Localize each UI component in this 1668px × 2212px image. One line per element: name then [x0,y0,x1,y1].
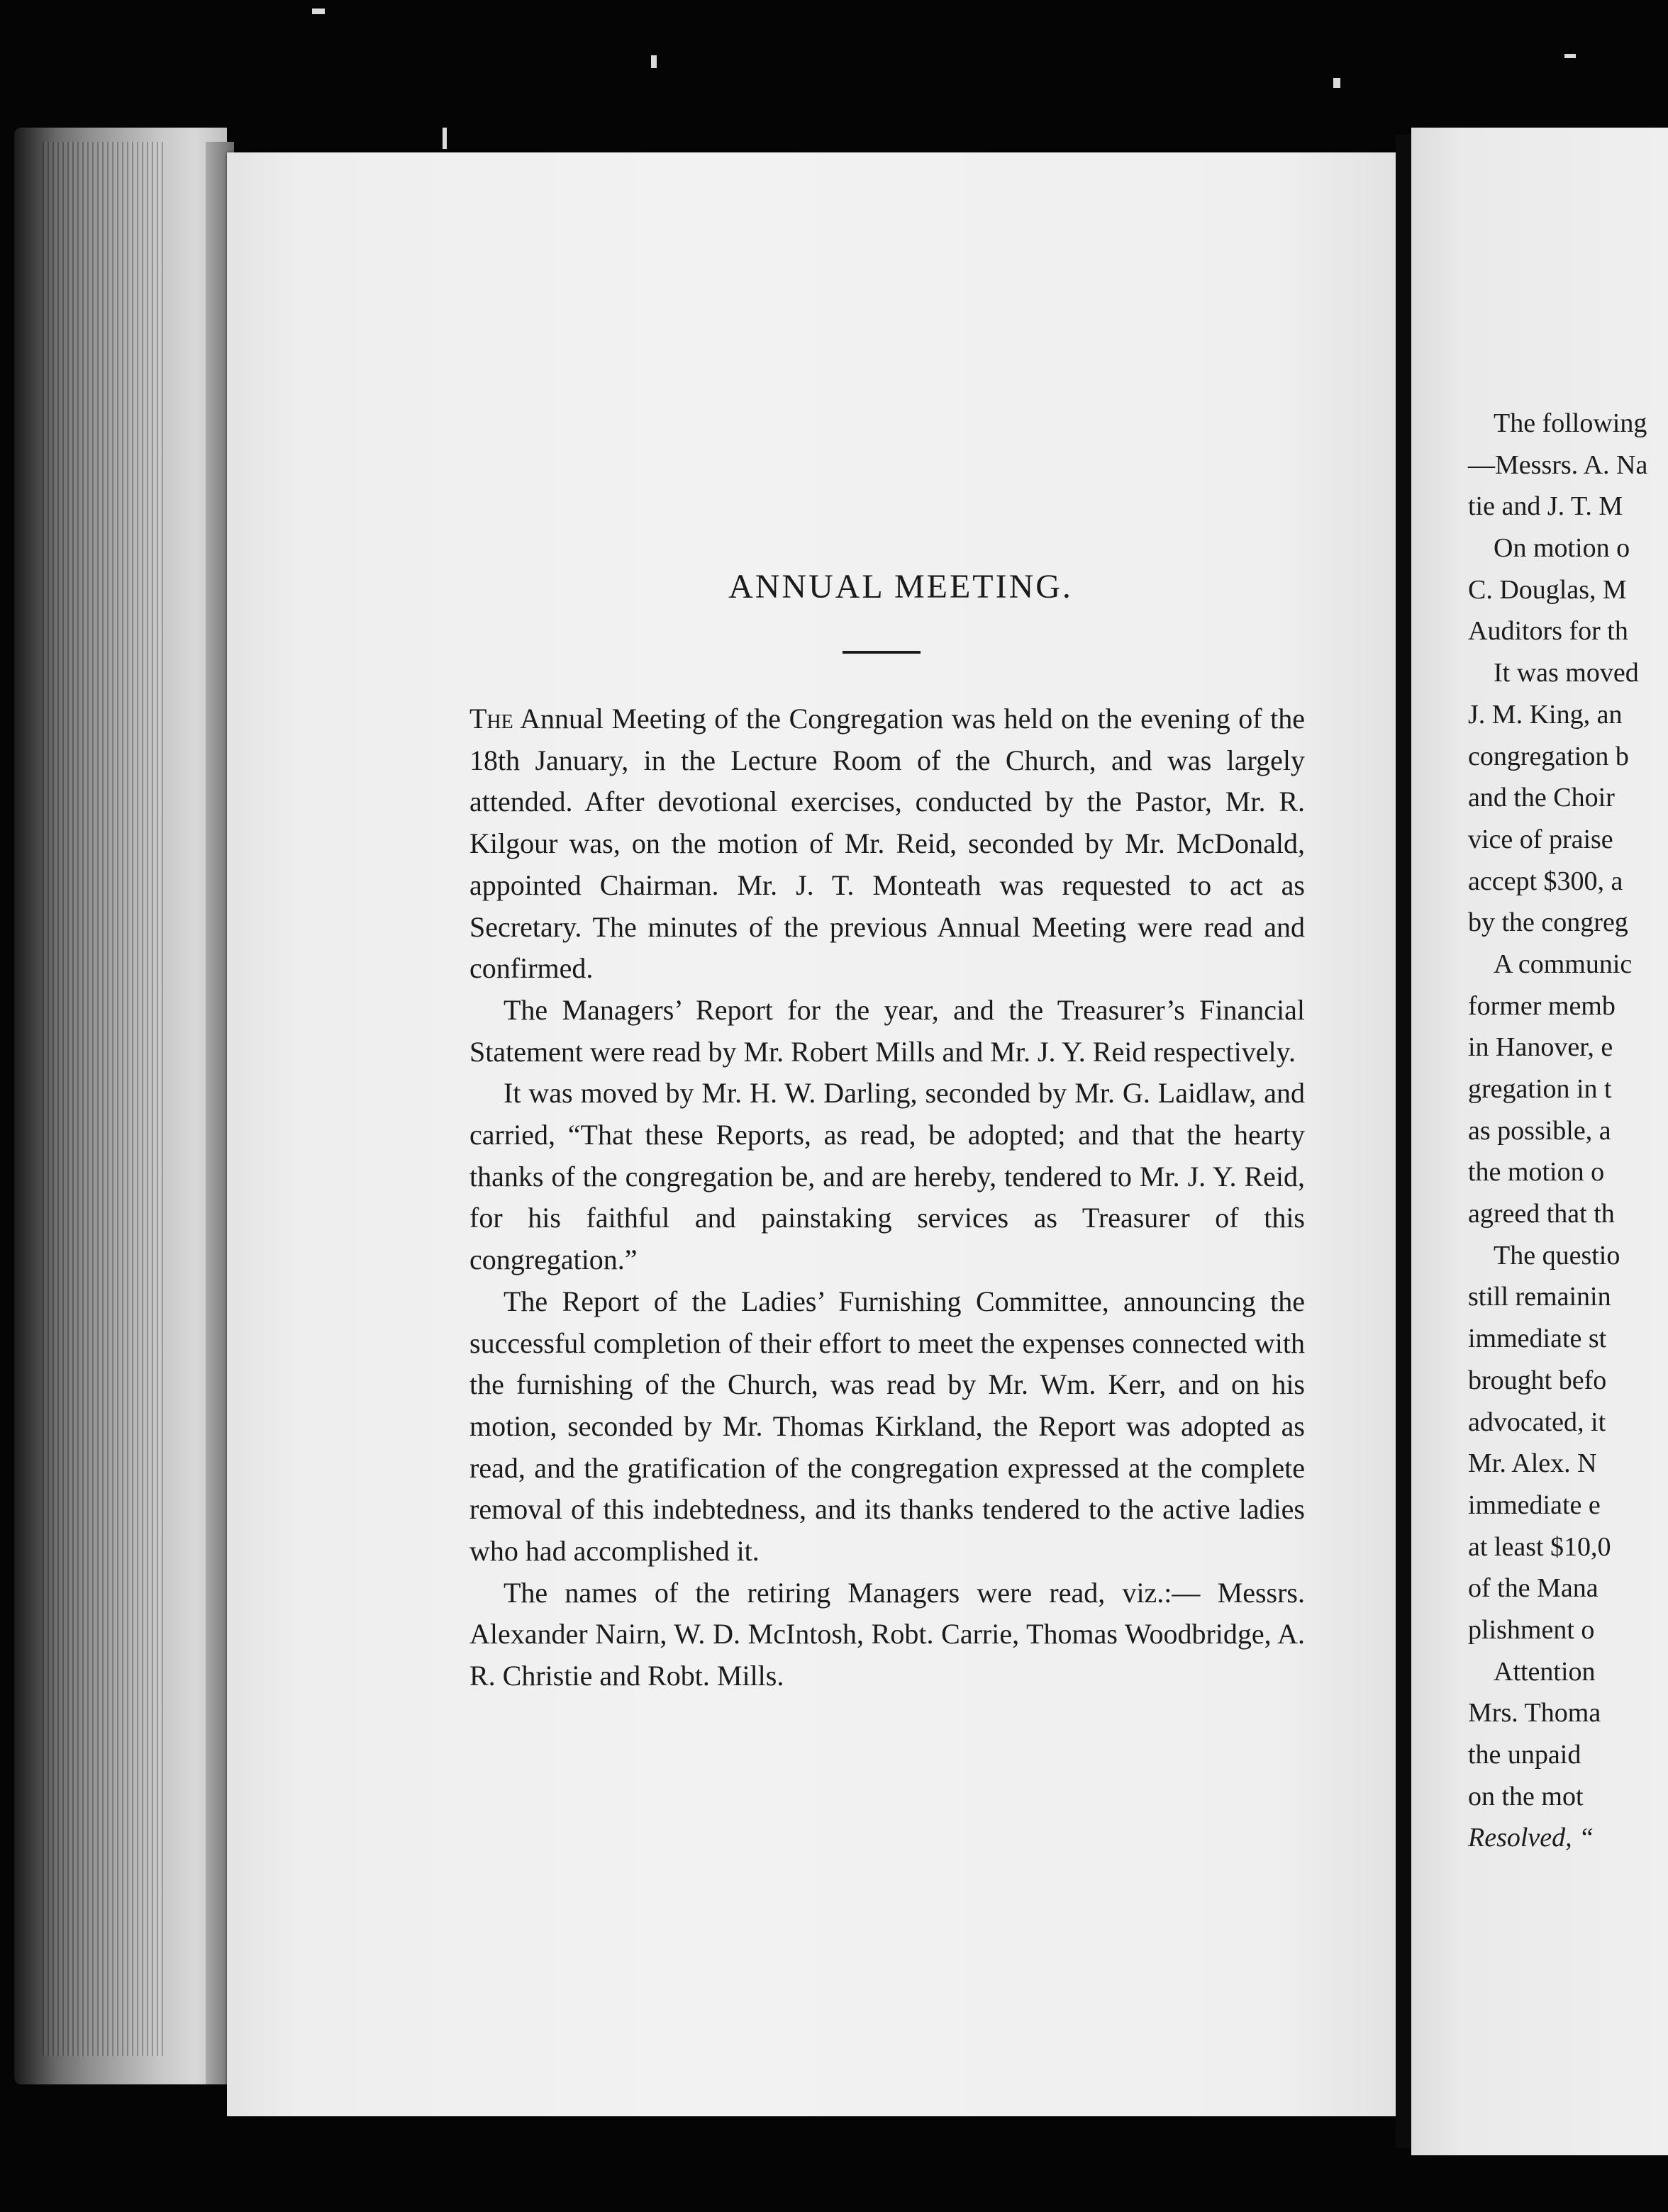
film-speck [1564,54,1576,58]
paragraph-lead: The [469,703,513,734]
paragraph-1 [469,698,1305,990]
right-line: On motion o [1494,533,1630,564]
right-line: at least $10,0 [1468,1531,1611,1562]
left-page-body [469,698,1305,1697]
paragraph-1-text: Annual Meeting of the Congregation was held on the evening of the 18th January, in the Lecture Room of the Church, and was largely attended. After devotional exercises, conducted by the Pastor, Mr. R. Kilgour was, on the motion of Mr. Reid, seconded by Mr. McDonald, appointed Chairman. Mr. J. T. Monteath was requested to act as Secretary. The minutes of the previous Annual Meeting were read and confirmed. [469,703,1305,985]
right-line: gregation in t [1468,1074,1612,1104]
right-line: Resolved, “ [1468,1823,1594,1853]
right-line: the motion o [1468,1157,1605,1188]
paragraph-2: The Managers’ Report for the year, and the Treasurer’s Financial Statement were read by Mr. Robert Mills and Mr. J. Y. Reid respectively. [469,993,1305,1068]
film-speck [1333,78,1340,88]
right-line: by the congreg [1468,907,1628,938]
right-line: immediate st [1468,1324,1607,1354]
right-line: plishment o [1468,1614,1595,1645]
page-heading: ANNUAL MEETING. [728,568,1073,605]
right-line: in Hanover, e [1468,1032,1613,1063]
right-line: as possible, a [1468,1115,1611,1146]
book-gutter [1396,135,1411,2148]
film-speck [651,55,657,68]
paragraph-4: The Report of the Ladies’ Furnishing Committee, announcing the successful completion of their effort to meet the expenses connected with the furnishing of the Church, was read by Mr. Wm. Kerr, and on his motion, seconded by Mr. Thomas Kirkland, the Report was adopted as read, and the gratification of the congregation expressed at the complete removal of this indebtedness, and its thanks tendered to the active ladies who had accomplished it. [469,1285,1305,1568]
right-line: Mrs. Thoma [1468,1698,1601,1728]
film-speck [443,128,447,149]
page-edge-stripes [43,142,163,2056]
right-line: on the mot [1468,1781,1584,1811]
film-speck [312,9,325,14]
right-line: The following [1494,408,1647,438]
right-line: The questio [1494,1240,1620,1270]
right-line: It was moved [1494,658,1639,688]
right-page-text [1468,403,1668,1859]
right-line: —Messrs. A. Na [1468,449,1648,480]
right-line: Mr. Alex. N [1468,1448,1597,1479]
right-line: J. M. King, an [1468,699,1623,730]
right-line: congregation b [1468,741,1629,771]
right-line: Attention [1494,1656,1596,1687]
right-line: C. Douglas, M [1468,574,1627,605]
right-line: tie and J. T. M [1468,491,1623,522]
paragraph-3: It was moved by Mr. H. W. Darling, seconded by Mr. G. Laidlaw, and carried, “That these Reports, as read, be adopted; and that the hearty thanks of the congregation be, and are hereby, tendered to Mr. J. Y. Reid, for his faithful and painstaking services as Treasurer of this congregation.” [469,1077,1305,1276]
right-line: former memb [1468,990,1616,1021]
right-line: vice of praise [1468,824,1613,854]
heading-rule [843,651,921,654]
right-line: brought befo [1468,1365,1607,1395]
right-line: agreed that th [1468,1199,1615,1229]
right-line: A communic [1494,949,1633,979]
right-line: and the Choir [1468,783,1615,813]
right-line: still remainin [1468,1282,1611,1312]
right-line: of the Mana [1468,1573,1598,1604]
right-line: advocated, it [1468,1407,1606,1437]
right-line: the unpaid [1468,1740,1581,1770]
right-line: Auditors for th [1468,616,1628,647]
right-line: accept $300, a [1468,866,1623,896]
paragraph-5: The names of the retiring Managers were read, viz.:— Messrs. Alexander Nairn, W. D. McIntosh, Robt. Carrie, Thomas Woodbridge, A. R. Christie and Robt. Mills. [469,1576,1305,1692]
right-line: immediate e [1468,1490,1601,1520]
